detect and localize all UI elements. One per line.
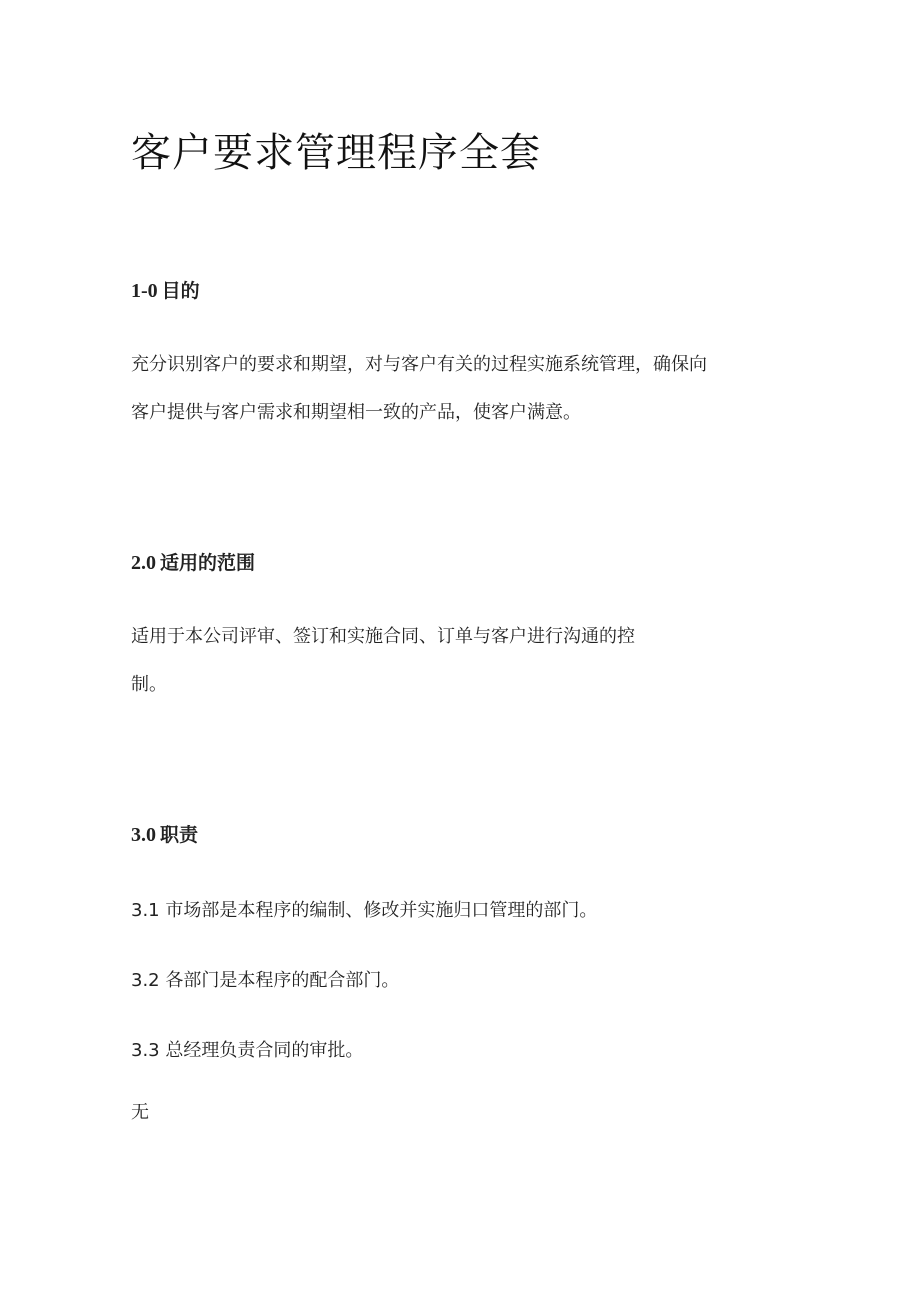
list-item: 3.2 各部门是本程序的配合部门。 — [131, 970, 400, 991]
section-title: 适用的范围 — [160, 552, 256, 574]
section-heading-responsibilities — [131, 820, 198, 850]
document-title: 客户要求管理程序全套 — [131, 130, 541, 176]
paragraph-line: 客户提供与客户需求和期望相一致的产品，使客户满意。 — [131, 402, 581, 423]
section-heading-purpose — [131, 276, 200, 306]
list-item: 3.1 市场部是本程序的编制、修改并实施归口管理的部门。 — [131, 900, 598, 921]
paragraph-line: 适用于本公司评审、签订和实施合同、订单与客户进行沟通的控 — [131, 626, 635, 647]
paragraph-line: 充分识别客户的要求和期望，对与客户有关的过程实施系统管理，确保向 — [131, 354, 707, 375]
section-heading-scope — [131, 548, 255, 578]
list-item: 3.3 总经理负责合同的审批。 — [131, 1040, 364, 1061]
section-number: 1-0 — [131, 280, 158, 302]
paragraph-line: 无 — [131, 1102, 149, 1123]
section-number: 3.0 — [131, 824, 156, 846]
section-title: 职责 — [160, 824, 199, 846]
section-number: 2.0 — [131, 552, 156, 574]
paragraph-line: 制。 — [131, 674, 167, 695]
section-title: 目的 — [161, 280, 200, 302]
